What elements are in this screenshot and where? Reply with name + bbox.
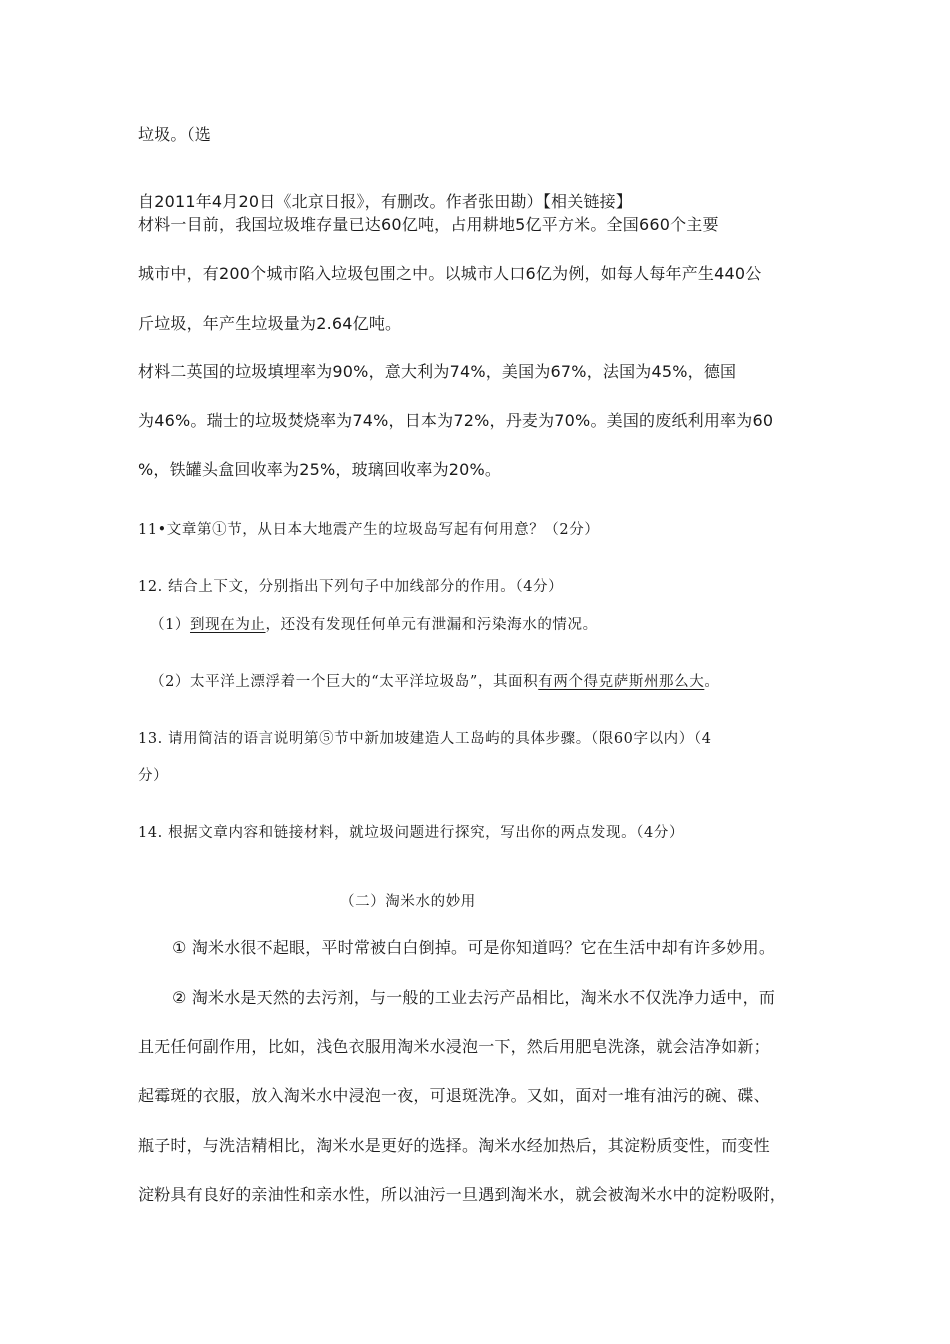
material-one-line-2: 城市中，有200个城市陷入垃圾包围之中。以城市人口6亿为例，如每人每年产生440公 xyxy=(138,264,762,283)
paragraph-2-line-2: 且无任何副作用，比如，浅色衣服用淘米水浸泡一下，然后用肥皂洗涤，就会洁净如新； xyxy=(138,1037,770,1056)
question-14: 14. 根据文章内容和链接材料，就垃圾问题进行探究，写出你的两点发现。（4分） xyxy=(138,825,685,841)
question-12-item-2 xyxy=(150,670,719,691)
material-one-line-3: 斤垃圾，年产生垃圾量为2.64亿吨。 xyxy=(138,314,402,333)
item-prefix: （1） xyxy=(150,617,191,633)
paragraph-1: ① 淘米水很不起眼，平时常被白白倒掉。可是你知道吗？它在生活中却有许多妙用。 xyxy=(172,938,776,957)
underlined-phrase: 到现在为止 xyxy=(190,617,266,633)
section-title: （二）淘米水的妙用 xyxy=(340,894,476,910)
paragraph-2-line-5: 淀粉具有良好的亲油性和亲水性，所以油污一旦遇到淘米水，就会被淘米水中的淀粉吸附， xyxy=(138,1185,787,1204)
item-suffix: 。 xyxy=(704,674,720,690)
paragraph-2-line-4: 瓶子时，与洗洁精相比，淘米水是更好的选择。淘米水经加热后，其淀粉质变性，而变性 xyxy=(138,1136,770,1155)
paragraph-2-line-3: 起霉斑的衣服，放入淘米水中浸泡一夜，可退斑洗净。又如，面对一堆有油污的碗、碟、 xyxy=(138,1086,770,1105)
material-one-line-1: 材料一目前，我国垃圾堆存量已达60亿吨，占用耕地5亿平方米。全国660个主要 xyxy=(138,215,719,234)
text-fragment: 垃圾。（选 xyxy=(138,125,212,144)
item-suffix: ，还没有发现任何单元有泄漏和污染海水的情况。 xyxy=(265,617,598,633)
source-citation: 自2011年4月20日《北京日报》，有删改。作者张田勘）【相关链接】 xyxy=(138,192,633,211)
material-two-line-1: 材料二英国的垃圾填埋率为90%，意大利为74%，美国为67%，法国为45%，德国 xyxy=(138,362,737,381)
question-13-line-2: 分） xyxy=(138,768,169,784)
question-11: 11•文章第①节，从日本大地震产生的垃圾岛写起有何用意？（2分） xyxy=(138,522,600,538)
question-12-item-1 xyxy=(150,613,598,634)
underlined-phrase: 有两个得克萨斯州那么大 xyxy=(538,674,705,690)
item-prefix: （2）太平洋上漂浮着一个巨大的“太平洋垃圾岛”，其面积 xyxy=(150,674,539,690)
material-two-line-3: %，铁罐头盒回收率为25%，玻璃回收率为20%。 xyxy=(138,460,502,479)
question-13-line-1: 13. 请用简洁的语言说明第⑤节中新加坡建造人工岛屿的具体步骤。（限60字以内）（4 xyxy=(138,731,712,747)
material-two-line-2: 为46%。瑞士的垃圾焚烧率为74%，日本为72%，丹麦为70%。美国的废纸利用率为60 xyxy=(138,411,774,430)
question-12: 12. 结合上下文，分别指出下列句子中加线部分的作用。（4分） xyxy=(138,579,564,595)
paragraph-2-line-1: ② 淘米水是天然的去污剂，与一般的工业去污产品相比，淘米水不仅洗净力适中，而 xyxy=(172,988,776,1007)
